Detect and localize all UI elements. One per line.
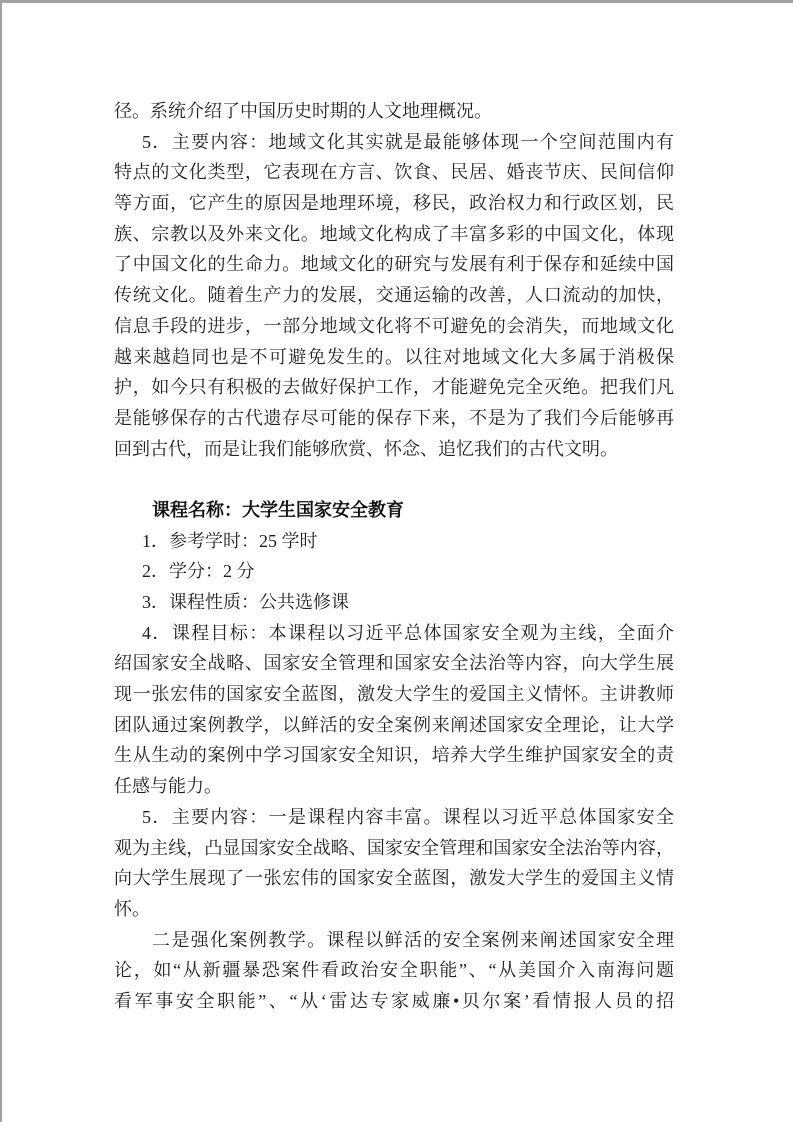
text-line: 生从生动的案例中学习国家安全知识，培养大学生维护国家安全的责 — [114, 745, 674, 766]
paragraph-regional-culture-content — [114, 127, 674, 465]
text-line: 了中国文化的生命力。地域文化的研究与发展有利于保存和延续中国 — [114, 254, 674, 275]
text-line: 传统文化。随着生产力的发展，交通运输的改善，人口流动的加快， — [114, 285, 674, 306]
text-line: 5．主要内容：地域文化其实就是最能够体现一个空间范围内有 — [142, 131, 674, 152]
text-line: 现一张宏伟的国家安全蓝图，激发大学生的爱国主义情怀。主讲教师 — [114, 684, 674, 705]
paragraph-main-content-one — [114, 802, 674, 925]
text-line: 3．课程性质：公共选修课 — [142, 592, 349, 612]
text-line: 绍国家安全战略、国家安全管理和国家安全法治等内容，向大学生展 — [114, 653, 674, 674]
text-line: 径。系统介绍了中国历史时期的人文地理概况。 — [114, 101, 492, 121]
text-line: 课程名称：大学生国家安全教育 — [152, 499, 404, 520]
text-line: 观为主线，凸显国家安全战略、国家安全管理和国家安全法治等内容， — [114, 837, 674, 858]
document-content — [114, 96, 674, 1017]
text-line: 向大学生展现了一张宏伟的国家安全蓝图，激发大学生的爱国主义情 — [114, 868, 674, 889]
text-line: 特点的文化类型，它表现在方言、饮食、民居、婚丧节庆、民间信仰 — [114, 162, 674, 183]
text-line: 任感与能力。 — [114, 776, 222, 797]
item-credits — [114, 556, 674, 587]
text-line: 论，如“从新疆暴恐案件看政治安全职能”、“从美国介入南海问题 — [114, 960, 674, 981]
text-line: 团队通过案例教学，以鲜活的安全案例来阐述国家安全理论，让大学 — [114, 714, 674, 735]
course-title-heading — [114, 495, 674, 526]
text-line: 回到古代，而是让我们能够欣赏、怀念、追忆我们的古代文明。 — [114, 438, 618, 459]
item-course-nature — [114, 587, 674, 618]
text-line: 二是强化案例教学。课程以鲜活的安全案例来阐述国家安全理 — [152, 929, 674, 950]
paragraph-main-content-two — [114, 925, 674, 1017]
item-reference-hours — [114, 526, 674, 557]
text-line: 4．课程目标：本课程以习近平总体国家安全观为主线，全面介 — [142, 622, 674, 643]
paragraph-history-geography-tail — [114, 96, 674, 127]
text-line: 等方面，它产生的原因是地理环境，移民，政治权力和行政区划，民 — [114, 193, 674, 214]
text-line: 护，如今只有积极的去做好保护工作，才能避免完全灭绝。把我们凡 — [114, 377, 674, 398]
text-line: 族、宗教以及外来文化。地域文化构成了丰富多彩的中国文化，体现 — [114, 223, 674, 244]
text-line: 2．学分：2 分 — [142, 561, 255, 582]
text-line: 是能够保存的古代遗存尽可能的保存下来，不是为了我们今后能够再 — [114, 407, 674, 428]
text-line: 信息手段的进步，一部分地域文化将不可避免的会消失，而地域文化 — [114, 315, 674, 336]
paragraph-course-objectives — [114, 618, 674, 802]
text-line: 1．参考学时：25 学时 — [142, 530, 318, 551]
text-line: 越来越趋同也是不可避免发生的。以往对地域文化大多属于消极保 — [114, 346, 674, 367]
text-line: 怀。 — [114, 898, 150, 919]
text-line: 5．主要内容：一是课程内容丰富。课程以习近平总体国家安全 — [142, 806, 674, 827]
blank-line — [114, 464, 674, 495]
text-line: 看军事安全职能”、“从‘雷达专家威廉•贝尔案’看情报人员的招 — [114, 990, 674, 1011]
